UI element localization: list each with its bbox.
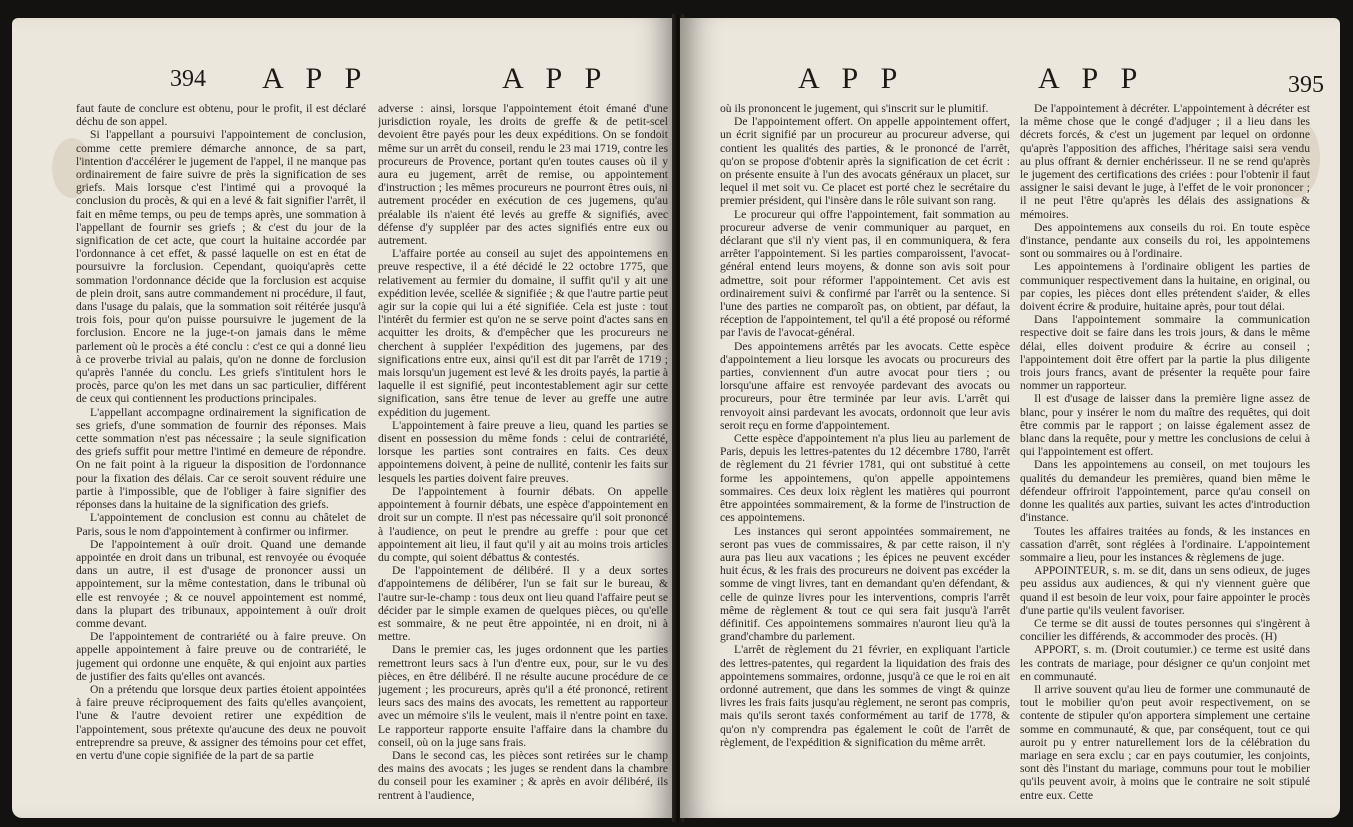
paragraph: De l'appointement à ouïr droit. Quand une demande appointée en droit dans un tribunal, est renvoyée ou évoquée dans un autre, il est d'usage de prononcer aussi un appointement, sur la même contestation, dans le tribunal où elle est renvoyée ; & ce nouvel appointement est nommé, dans la plupart des tribunaux, appointement à ouïr droit comme devant. [76, 537, 366, 630]
paragraph: Dans le premier cas, les juges ordonnent que les parties remettront leurs sacs à l'un d'entre eux, pour, sur le vu des pièces, en être délibéré. Il ne résulte aucune procédure de ce jugement ; les procureurs, après qu'il a été prononcé, retirent leurs sacs des mains des avocats, les remettent au rapporteur avec un mémoire s'ils le veulent, mais il n'entre point en taxe. Le rapporteur rapporte ensuite l'affaire dans la chambre du conseil, où on la juge sans frais. [378, 643, 668, 749]
right-page-column-1 [720, 102, 1010, 812]
paragraph: faut faute de conclure est obtenu, pour le profit, il est déclaré déchu de son appel. [76, 102, 366, 129]
right-page-header [680, 62, 1340, 102]
paragraph: L'appellant accompagne ordinairement la signification de ses griefs, d'une sommation de fournir des réponses. Mais cette sommation n'est pas nécessaire ; la seule signification des griefs suffit pour mettre l'intimé en demeure de répondre. On ne fait point à la rigueur la disposition de l'ordonnance pour la fixation des délais. Car ce seroit souvent réduire une partie à l'impossible, que de l'obliger à faire signifier des réponses dans la huitaine de la signification des griefs. [76, 405, 366, 512]
right-headword-col2: A P P [1038, 62, 1146, 95]
paragraph: adverse : ainsi, lorsque l'appointement étoit émané d'une jurisdiction royale, les droits de greffe & de petit-scel devoient être payés pour les deux expéditions. On se fondoit même sur un arrêt du conseil, rendu le 23 mai 1719, contre les procureurs de Provence, portant qu'en toutes causes où il y aura eu jugement, arrêt de remise, ou appointement d'instruction ; les mêmes procureurs ne pourront êtres ouis, ni autrement procéder en exécution de ces jugemens, qu'au préalable ils n'aient été levés au greffe & signifiés, avec défense d'y suppléer par des actes signifiés entre eux ou autrement. [378, 102, 668, 248]
paragraph: Il est d'usage de laisser dans la première ligne assez de blanc, pour y insérer le nom du maître des requêtes, qui doit être commis par le rapport ; on laisse également assez de blanc dans la requête, pour y mettre les conclusions de celui à qui l'appointement est offert. [1020, 392, 1310, 459]
paragraph: Ce terme se dit aussi de toutes personnes qui s'ingèrent à concilier les différends, & accommoder des procès. (H) [1020, 616, 1310, 644]
paragraph: où ils prononcent le jugement, qui s'inscrit sur le plumitif. [720, 102, 989, 115]
paragraph: On a prétendu que lorsque deux parties étoient appointées à faire preuve réciproquement des faits qu'elles avançoient, l'une & l'autre devoient retirer une expédition de l'appointement, sous prétexte qu'aucune des deux ne pouvoit entreprendre sa preuve, & assigner des témoins pour cet effet, en vertu d'une copie signifiée de la part de sa partie [76, 682, 366, 762]
page-number-395: 395 [1288, 72, 1324, 98]
paragraph: L'affaire portée au conseil au sujet des appointemens en preuve respective, il a été décidé le 22 octobre 1775, que relativement au fermier du domaine, il suffit qu'il y ait une expédition levée, scellée & signifiée ; & que l'autre partie peut agir sur la copie qui lui a été signifiée. Cela est juste : tout l'intérêt du fermier est qu'on ne se serve point d'actes sans en acquitter les droits, & d'empêcher que les procureurs ne cherchent à suppléer l'expédition des jugemens, par des significations entre eux, ainsi qu'il est dit par l'arrêt de 1719 ; mais lorsqu'un jugement est levé & les droits payés, la partie à laquelle il est signifié, peut incontestablement agir sur cette signification, sans être tenue de lever au greffe une autre expédition du jugement. [378, 247, 668, 419]
paragraph: Des appointemens aux conseils du roi. En toute espèce d'instance, pendante aux conseils du roi, les appointemens sont ou sommaires ou à l'ordinaire. [1020, 220, 1310, 261]
page-number-394: 394 [170, 66, 206, 92]
paragraph: Les appointemens à l'ordinaire obligent les parties de communiquer respectivement dans la huitaine, en original, ou par copies, les pièces dont elles prétendent s'aider, & elles doivent écrire & produire, huitaine après, pour tout délai. [1020, 260, 1310, 314]
left-page-header [12, 62, 676, 102]
right-page-column-2 [1020, 102, 1310, 812]
left-page [12, 18, 676, 818]
paragraph: De l'appointement de contrariété ou à faire preuve. On appelle appointement à faire preuve ou de contrariété, le jugement qui ordonne une enquête, & qui enjoint aux parties de justifier des faits qu'elles ont avancés. [76, 630, 366, 683]
paragraph: De l'appointement à fournir débats. On appelle appointement à fournir débats, une espèce d'appointement en droit sur un compte. Il n'est pas nécessaire qu'il soit prononcé à l'audience, on peut le prendre au greffe : pour que cet appointement ait lieu, il faut qu'il y ait au moins trois articles du compte, qui soient débattus & contestés. [378, 484, 668, 564]
paragraph: De l'appointement offert. On appelle appointement offert, un écrit signifié par un procureur au procureur adverse, qui contient les qualités des parties, & le prononcé de l'arrêt, qu'on se propose d'obtenir après la signification de cet écrit : on présente ensuite à l'un des avocats généraux un placet, sur lequel il met soit vu. Ce placet est porté chez le secrétaire du premier président, qui l'insère dans le rôle suivant son rang. [720, 115, 1010, 208]
paragraph: Cette espèce d'appointement n'a plus lieu au parlement de Paris, depuis les lettres-patentes du 12 décembre 1780, l'arrêt de règlement du 21 février 1781, qui ont substitué à cette forme les appointemens, qu'on appelle appointemens sommaires. Ces deux loix règlent les matières qui pourront être appointées sommairement, & la forme de l'instruction de ces appointemens. [720, 432, 1010, 525]
left-headword-col2: A P P [502, 62, 610, 95]
paragraph: Des appointemens arrêtés par les avocats. Cette espèce d'appointement a lieu lorsque les avocats ou procureurs des parties, conviennent d'un autre avocat pour tiers ; ou lorsqu'une affaire est renvoyée pardevant des avocats ou procureurs, pour être terminée par leur avis. L'arrêt qui renvoyoit ainsi pardevant les avocats, ordonnoit que leur avis seroit reçu en forme d'appointement. [720, 339, 1010, 432]
left-page-column-2 [378, 102, 668, 812]
paragraph: L'appointement à faire preuve a lieu, quand les parties se disent en possession du même fonds : celui de contrariété, lorsque les parties sont contraires en faits. Ces deux appointemens doivent, à peine de nullité, contenir les faits sur lesquels les parties doivent faire preuves. [378, 418, 668, 485]
paragraph: Si l'appellant a poursuivi l'appointement de conclusion, comme cette premiere démarche annonce, de sa part, l'intention d'accélérer le jugement de l'appel, il ne manque pas ordinairement de faire suivre de près la signification de ses griefs. Mais lorsque c'est l'intimé qui a provoqué la conclusion du procès, & qui en a levé & fait signifier l'arrêt, il fait en même temps, ou peu de temps après, une sommation à l'appellant de fournir ses griefs ; & c'est du jour de la signification de cet acte, que court la huitaine accordée par l'ordonnance à cet effet, & passé laquelle on est en état de poursuivre la forclusion. Cependant, quoiqu'après cette sommation l'ordonnance décide que la forclusion est acquise de plein droit, sans autre commandement ni procédure, il faut, dans l'usage du palais, que la sommation soit réitérée jusqu'à trois fois, pour qu'on puisse poursuivre le jugement de la forclusion. Encore ne la juge-t-on jamais dans le même parlement où le procès a été conclu : c'est ce qui a donné lieu à ce proverbe trivial au palais, qu'on ne donne de forclusion qu'après l'année du conclu. Les griefs s'intitulent hors le procès, parce qu'on les met dans un sac particulier, différent de ceux qui contiennent les productions principales. [76, 128, 366, 406]
paragraph: Dans les appointemens au conseil, on met toujours les qualités du demandeur les premières, quand bien même le défendeur offriroit l'appointement, parce qu'au conseil on donne les qualités aux parties, suivant les actes d'introduction d'instance. [1020, 458, 1310, 525]
right-headword-col1: A P P [798, 62, 906, 95]
paragraph: Le procureur qui offre l'appointement, fait sommation au procureur adverse de venir communiquer au parquet, en déclarant que s'il n'y vient pas, il en communiquera, & fera arrêter l'appointement. Si les parties comparoissent, l'avocat-général entend leurs moyens, & donne son avis soit pour admettre, soit pour réformer l'appointement. Cet avis est ordinairement suivi & confirmé par l'arrêt ou la sentence. Si l'une des parties ne comparoît pas, on obtient, par défaut, la réception de l'appointement, tel qu'il a été proposé ou réformé par l'avis de l'avocat-général. [720, 207, 1010, 340]
paragraph: De l'appointement de délibéré. Il y a deux sortes d'appointemens de délibérer, l'un se fait sur le bureau, & l'autre sur-le-champ : tous deux ont lieu quand l'affaire peut se décider par le simple examen de quelques pièces, ou qu'elle est sommaire, & ne peut être appointée, ni en droit, ni à mettre. [378, 564, 668, 644]
paragraph: De l'appointement à décréter. L'appointement à décréter est la même chose que le congé d'adjuger ; il a lieu dans les décrets forcés, & c'est un jugement par lequel on ordonne qu'après l'apposition des affiches, l'héritage saisi sera vendu au plus offrant & dernier enchérisseur. Il ne se rend qu'après le jugement des certifications des criées : pour l'obtenir il faut assigner le saisi devant le juge, à l'effet de le voir prononcer ; il ne peut l'être qu'après les délais des assignations & mémoires. [1020, 102, 1310, 221]
paragraph: Dans l'appointement sommaire la communication respective doit se faire dans les trois jours, & dans le même délai, elles doivent produire & écrire au conseil ; l'appointement doit être offert par la partie la plus diligente trois jours francs, avant de présenter la requête pour faire nommer un rapporteur. [1020, 313, 1310, 393]
paragraph: Les instances qui seront appointées sommairement, ne seront pas vues de commissaires, & par cette raison, il n'y aura pas lieu aux vacations ; les épices ne peuvent excéder huit écus, & les frais des procureurs ne doivent pas excéder la somme de vingt livres, tant en demandant qu'en défendant, & celle de quinze livres pour les interventions, compris l'arrêt même de règlement & tout ce qui sera fait jusqu'à l'arrêt définitif. Ces appointemens sommaires n'auront lieu qu'à la grand'chambre du parlement. [720, 524, 1010, 644]
left-headword-col1: A P P [262, 62, 370, 95]
paragraph: Il arrive souvent qu'au lieu de former une communauté de tout le mobilier qu'on peut avoir respectivement, on se contente de stipuler qu'on apportera simplement une certaine somme en communauté, & que, par conséquent, tout ce qui auroit pu y entrer naturellement lors de la célébration du mariage en sera exclu ; car en pays coutumier, les conjoints, sont dès l'instant du mariage, communs pour tout le mobilier qu'ils peuvent avoir, à moins que le contraire ne soit stipulé entre eux. Cette [1020, 682, 1310, 802]
right-page [680, 18, 1340, 818]
left-page-column-1 [76, 102, 366, 812]
paragraph: Dans le second cas, les pièces sont retirées sur le champ des mains des avocats ; les juges se rendent dans la chambre du conseil pour les examiner ; & après en avoir délibéré, ils rentrent à l'audience, [378, 748, 668, 802]
paragraph: APPOINTEUR, s. m. se dit, dans un sens odieux, de juges peu assidus aux audiences, & qui n'y viennent guère que quand il est besoin de leur voix, pour faire appointer le procès d'une partie qu'ils veulent favoriser. [1020, 564, 1310, 617]
paragraph: Toutes les affaires traitées au fonds, & les instances en cassation d'arrêt, sont réglées à l'ordinaire. L'appointement sommaire a lieu, pour les instances & règlemens de juge. [1020, 524, 1310, 564]
paragraph: L'appointement de conclusion est connu au châtelet de Paris, sous le nom d'appointement à confirmer ou infirmer. [76, 511, 366, 538]
paragraph: APPORT, s. m. (Droit coutumier.) ce terme est usité dans les contrats de mariage, pour désigner ce qu'un conjoint met en communauté. [1020, 643, 1310, 683]
paragraph: L'arrêt de règlement du 21 février, en expliquant l'article des lettres-patentes, qui regardent la liquidation des frais des appointemens sommaires, ordonne, jusqu'à ce que le roi en ait ordonné autrement, que dans les sommes de vingt & quinze livres les frais faits jusqu'au règlement, ne seront pas compris, mais qu'ils seront taxés conformément au tarif de 1778, & qu'on n'y comprendra pas également le coût de l'arrêt de règlement, de l'expédition & signification du même arrêt. [720, 643, 1010, 749]
